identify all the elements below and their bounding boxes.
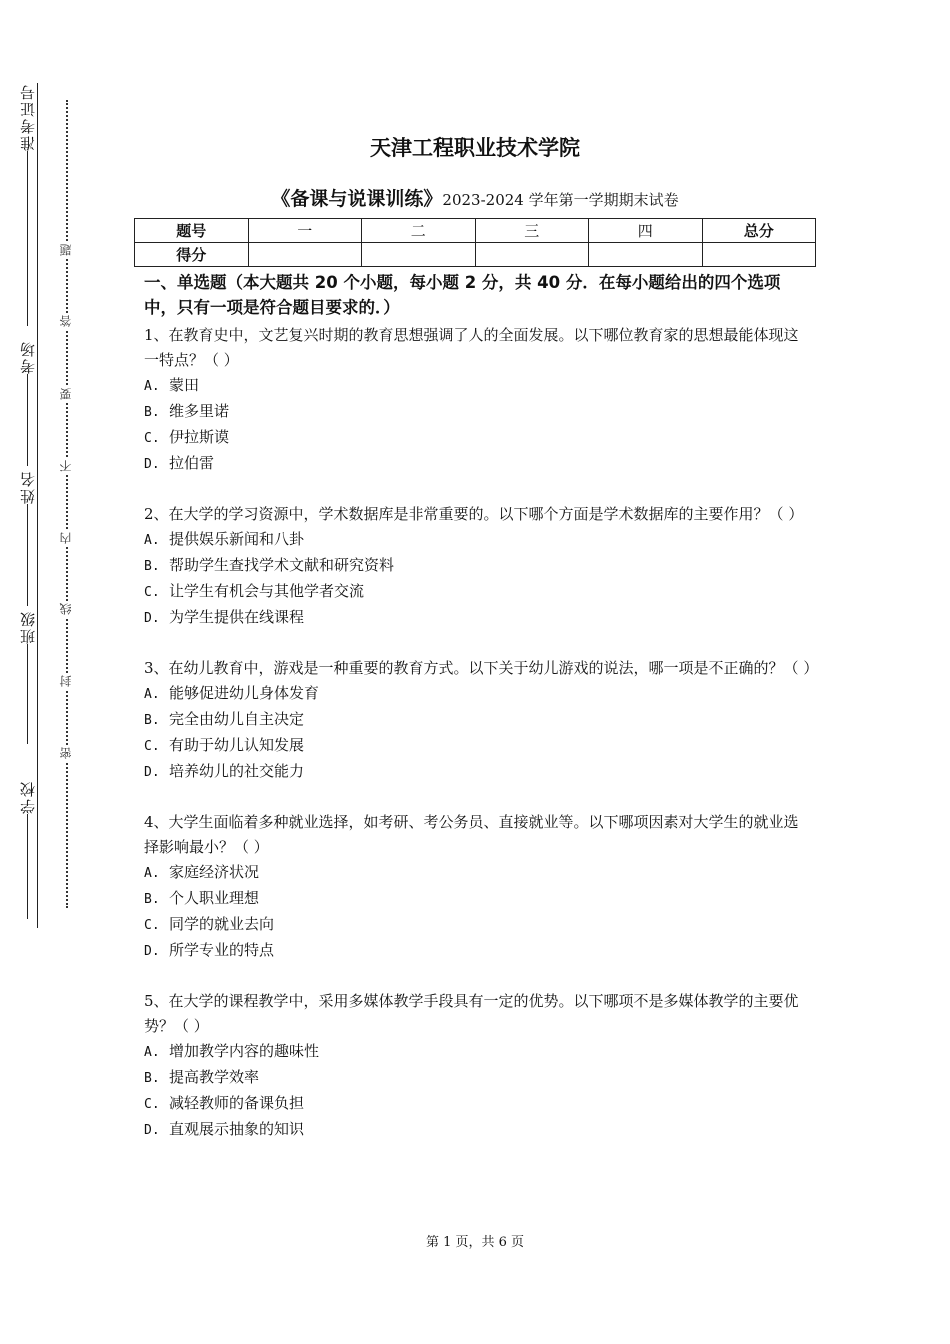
seal-warning-char: 内 bbox=[59, 532, 73, 544]
score-cell-part-4: 四 bbox=[589, 219, 703, 243]
option-label: B. bbox=[144, 559, 160, 574]
score-table-score-row bbox=[135, 243, 816, 267]
option-b[interactable] bbox=[144, 1065, 812, 1091]
option-label: D. bbox=[144, 457, 160, 472]
option-text: 维多里诺 bbox=[169, 402, 230, 420]
option-label: C. bbox=[144, 1097, 160, 1112]
score-entry-cell[interactable] bbox=[589, 243, 703, 267]
field-school-label: 学校 bbox=[19, 780, 37, 814]
option-text: 有助于幼儿认知发展 bbox=[169, 736, 305, 754]
field-school bbox=[20, 780, 36, 919]
option-text: 让学生有机会与其他学者交流 bbox=[169, 582, 365, 600]
option-a[interactable] bbox=[144, 527, 812, 553]
option-label: D. bbox=[144, 611, 160, 626]
option-text: 直观展示抽象的知识 bbox=[169, 1120, 305, 1138]
field-exam-id-blank bbox=[28, 151, 29, 326]
option-label: C. bbox=[144, 739, 160, 754]
option-label: A. bbox=[144, 866, 160, 881]
option-label: C. bbox=[144, 585, 160, 600]
option-text: 个人职业理想 bbox=[169, 889, 260, 907]
option-d[interactable] bbox=[144, 451, 812, 477]
option-a[interactable] bbox=[144, 373, 812, 399]
option-label: B. bbox=[144, 713, 160, 728]
option-text: 减轻教师的备课负担 bbox=[169, 1094, 305, 1112]
field-name-blank bbox=[28, 504, 29, 606]
score-entry-cell[interactable] bbox=[475, 243, 589, 267]
option-c[interactable] bbox=[144, 912, 812, 938]
question-1 bbox=[144, 323, 812, 477]
option-label: A. bbox=[144, 533, 160, 548]
field-school-blank bbox=[28, 814, 29, 919]
option-text: 提高教学效率 bbox=[169, 1068, 260, 1086]
seal-warning-char: 封 bbox=[59, 675, 73, 687]
field-class-blank bbox=[28, 644, 29, 744]
option-text: 所学专业的特点 bbox=[169, 941, 275, 959]
option-text: 提供娱乐新闻和八卦 bbox=[169, 530, 305, 548]
option-text: 为学生提供在线课程 bbox=[169, 608, 305, 626]
option-c[interactable] bbox=[144, 1091, 812, 1117]
question-stem: 3、在幼儿教育中，游戏是一种重要的教育方式。以下关于幼儿游戏的说法，哪一项是不正确的？（ ） bbox=[144, 659, 819, 677]
page-footer: 第 1 页，共 6 页 bbox=[425, 1235, 525, 1250]
option-text: 帮助学生查找学术文献和研究资料 bbox=[169, 556, 395, 574]
score-cell-part-1: 一 bbox=[248, 219, 362, 243]
score-entry-cell[interactable] bbox=[362, 243, 476, 267]
seal-warning-char: 密 bbox=[59, 747, 73, 759]
option-label: A. bbox=[144, 1045, 160, 1060]
option-label: D. bbox=[144, 944, 160, 959]
option-b[interactable] bbox=[144, 886, 812, 912]
score-entry-cell[interactable] bbox=[702, 243, 816, 267]
question-stem: 1、在教育史中，文艺复兴时期的教育思想强调了人的全面发展。以下哪位教育家的思想最能体现这一特点？（ ） bbox=[144, 326, 799, 369]
exam-subtitle bbox=[0, 184, 950, 211]
section-title: 一、单选题（本大题共 20 个小题，每小题 2 分，共 40 分．在每小题给出的四个选项中，只有一项是符合题目要求的．） bbox=[144, 273, 781, 317]
score-cell-part-2: 二 bbox=[362, 219, 476, 243]
option-a[interactable] bbox=[144, 681, 812, 707]
option-b[interactable] bbox=[144, 707, 812, 733]
option-c[interactable] bbox=[144, 579, 812, 605]
field-name bbox=[20, 470, 36, 606]
option-text: 增加教学内容的趣味性 bbox=[169, 1042, 320, 1060]
option-label: C. bbox=[144, 431, 160, 446]
option-text: 伊拉斯谟 bbox=[169, 428, 230, 446]
score-cell-part-3: 三 bbox=[475, 219, 589, 243]
option-label: C. bbox=[144, 918, 160, 933]
seal-warning-char: 线 bbox=[59, 603, 73, 615]
question-3 bbox=[144, 656, 819, 785]
seal-warning-char: 要 bbox=[59, 388, 73, 400]
option-label: D. bbox=[144, 765, 160, 780]
seal-dotted-line bbox=[66, 100, 68, 908]
question-stem: 4、大学生面临着多种就业选择，如考研、考公务员、直接就业等。以下哪项因素对大学生的就业选择影响最小？（ ） bbox=[144, 813, 799, 856]
score-entry-cell[interactable] bbox=[248, 243, 362, 267]
seal-warning-char: 题 bbox=[59, 244, 73, 256]
field-exam-id-label: 准考证号 bbox=[19, 83, 37, 151]
score-table bbox=[134, 218, 816, 267]
question-2 bbox=[144, 502, 812, 631]
score-cell-total: 总分 bbox=[702, 219, 816, 243]
exam-term: 2023-2024 学年第一学期期末试卷 bbox=[442, 191, 679, 209]
question-4 bbox=[144, 810, 812, 964]
option-d[interactable] bbox=[144, 938, 812, 964]
option-text: 培养幼儿的社交能力 bbox=[169, 762, 305, 780]
option-label: B. bbox=[144, 1071, 160, 1086]
option-text: 家庭经济状况 bbox=[169, 863, 260, 881]
option-text: 完全由幼儿自主决定 bbox=[169, 710, 305, 728]
question-stem: 5、在大学的课程教学中，采用多媒体教学手段具有一定的优势。以下哪项不是多媒体教学的主要优势？（ ） bbox=[144, 992, 799, 1035]
exam-content bbox=[144, 270, 819, 1168]
question-stem: 2、在大学的学习资源中，学术数据库是非常重要的。以下哪个方面是学术数据库的主要作用？（ ） bbox=[144, 505, 804, 523]
seal-warning-char: 答 bbox=[59, 315, 73, 327]
option-text: 蒙田 bbox=[169, 376, 200, 394]
score-cell-question-no: 题号 bbox=[135, 219, 249, 243]
field-class-label: 班级 bbox=[19, 610, 37, 644]
seal-warning-char: 不 bbox=[59, 460, 73, 472]
option-c[interactable] bbox=[144, 733, 812, 759]
option-d[interactable] bbox=[144, 1117, 812, 1143]
score-cell-score-label: 得分 bbox=[135, 243, 249, 267]
score-table-header-row bbox=[135, 219, 816, 243]
option-b[interactable] bbox=[144, 553, 812, 579]
field-class bbox=[20, 610, 36, 744]
field-exam-room bbox=[20, 340, 36, 466]
option-a[interactable] bbox=[144, 1039, 812, 1065]
course-name: 《备课与说课训练》 bbox=[271, 188, 443, 210]
option-text: 能够促进幼儿身体发育 bbox=[169, 684, 320, 702]
option-d[interactable] bbox=[144, 605, 812, 631]
option-label: A. bbox=[144, 687, 160, 702]
option-label: B. bbox=[144, 405, 160, 420]
option-d[interactable] bbox=[144, 759, 812, 785]
question-5 bbox=[144, 989, 812, 1143]
school-title: 天津工程职业技术学院 bbox=[370, 136, 580, 160]
field-exam-room-label: 考场 bbox=[19, 340, 37, 374]
option-label: A. bbox=[144, 379, 160, 394]
option-b[interactable] bbox=[144, 399, 812, 425]
option-a[interactable] bbox=[144, 860, 812, 886]
field-name-label: 姓名 bbox=[19, 470, 37, 504]
option-label: B. bbox=[144, 892, 160, 907]
option-text: 同学的就业去向 bbox=[169, 915, 275, 933]
option-text: 拉伯雷 bbox=[169, 454, 215, 472]
field-exam-room-blank bbox=[28, 374, 29, 466]
option-c[interactable] bbox=[144, 425, 812, 451]
option-label: D. bbox=[144, 1123, 160, 1138]
